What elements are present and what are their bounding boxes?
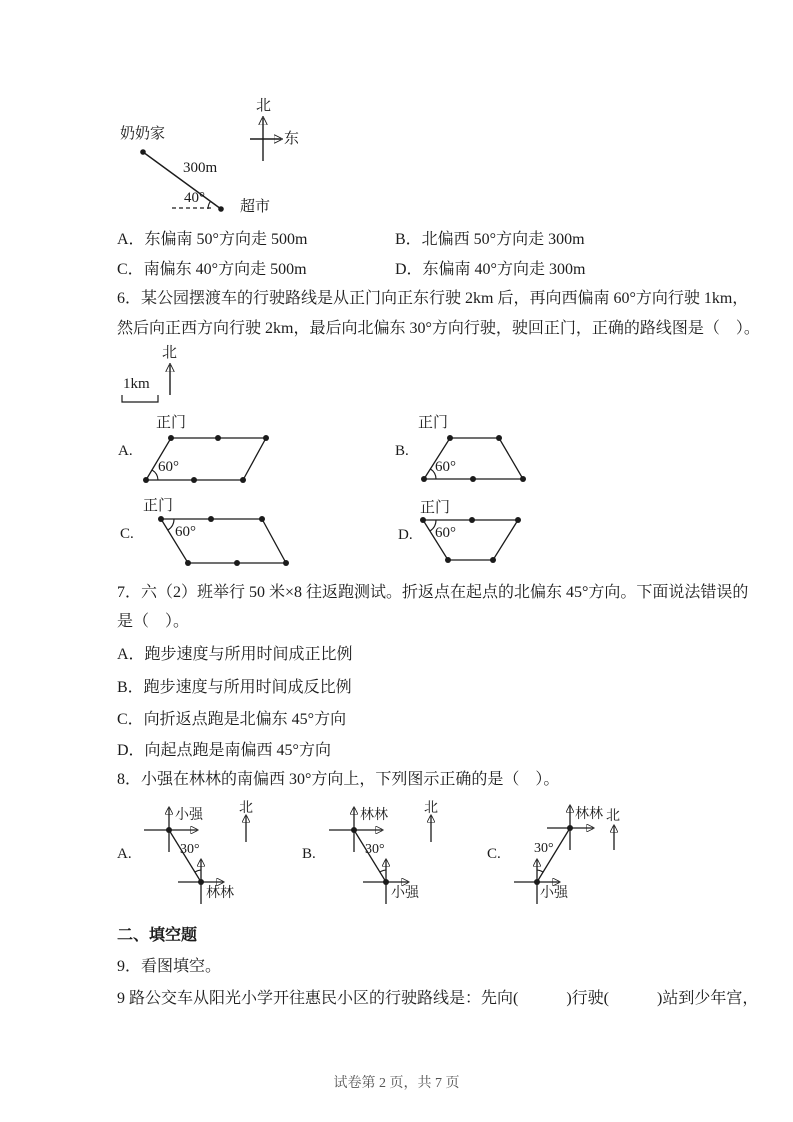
q7-option-a: A．跑步速度与所用时间成正比例 <box>117 646 353 663</box>
q7-text-line2: 是（ ）。 <box>117 613 190 630</box>
gate-label: 正门 <box>143 498 174 514</box>
q8-option-c-figure <box>480 800 655 912</box>
q7-option-d: D．向起点跑是南偏西 45°方向 <box>117 742 331 759</box>
grandma-label: 奶奶家 <box>120 126 166 142</box>
option-letter: A. <box>117 846 132 862</box>
option-letter: A. <box>118 443 133 459</box>
q8-option-b-figure <box>297 800 462 912</box>
option-letter: B. <box>395 443 409 459</box>
q5-option-b: B．北偏西 50°方向走 300m <box>395 231 585 248</box>
q9-intro: 9．看图填空。 <box>117 958 222 975</box>
north-label: 北 <box>606 809 620 824</box>
q6-text-line2: 然后向正西方向行驶 2km，最后向北偏东 30°方向行驶，驶回正门，正确的路线图是（ ）。 <box>117 320 760 337</box>
angle-label: 60° <box>435 459 456 475</box>
person-top-label: 林林 <box>360 808 388 823</box>
q7-option-b: B．跑步速度与所用时间成反比例 <box>117 679 352 696</box>
q6-text-line1: 6．某公园摆渡车的行驶路线是从正门向正东行驶 2km 后，再向西偏南 60°方向行驶 1km， <box>117 290 749 307</box>
north-label: 北 <box>424 801 438 816</box>
section-2-title: 二、填空题 <box>117 927 198 944</box>
q6-scale-figure <box>115 345 195 407</box>
angle-label: 60° <box>158 459 179 475</box>
angle-label: 30° <box>365 842 385 857</box>
gate-label: 正门 <box>156 415 187 431</box>
compass-icon <box>250 118 281 161</box>
person-bottom-label: 小强 <box>540 886 568 901</box>
option-letter: B. <box>302 846 316 862</box>
gate-label: 正门 <box>420 500 451 516</box>
angle-arc <box>380 870 386 872</box>
north-label: 北 <box>239 801 253 816</box>
q8-option-a-figure <box>112 800 277 912</box>
q6-option-a-drawing <box>112 415 277 493</box>
gate-label: 正门 <box>418 415 449 431</box>
q6-option-b-figure <box>390 415 540 493</box>
distance-label: 300m <box>183 160 218 176</box>
north-label: 北 <box>162 345 178 361</box>
page-footer: 试卷第 2 页，共 7 页 <box>333 1076 460 1091</box>
q5-map-drawing <box>110 86 315 226</box>
q5-map-figure <box>110 86 315 226</box>
q7-option-c: C．向折返点跑是北偏东 45°方向 <box>117 711 347 728</box>
east-label: 东 <box>284 131 300 147</box>
q9-text-line1: 9 路公交车从阳光小学开往惠民小区的行驶路线是：先向( )行驶( )站到少年宫， <box>117 990 759 1007</box>
option-letter: C. <box>487 846 501 862</box>
q6-option-b-drawing <box>390 415 540 493</box>
q7-text-line1: 7．六（2）班举行 50 米×8 往返跑测试。折返点在起点的北偏东 45°方向。下面说法错误的 <box>117 584 749 601</box>
q5-option-c: C．南偏东 40°方向走 500m <box>117 261 307 278</box>
option-letter: D. <box>398 527 413 543</box>
scale-bar <box>122 395 158 402</box>
angle-label: 30° <box>534 841 554 856</box>
grandma-dot <box>140 149 146 155</box>
scale-length-label: 1km <box>123 376 150 392</box>
north-label: 北 <box>256 98 272 114</box>
q5-option-a: A．东偏南 50°方向走 500m <box>117 231 308 248</box>
person-top-label: 小强 <box>175 808 203 823</box>
q6-option-a-figure <box>112 415 277 493</box>
angle-label: 60° <box>435 525 456 541</box>
angle-label: 30° <box>180 842 200 857</box>
angle-arc <box>195 870 201 872</box>
angle-label: 40° <box>184 190 205 206</box>
angle-label: 60° <box>175 524 196 540</box>
q6-option-c-figure <box>112 498 297 576</box>
q6-option-d-figure <box>390 498 540 576</box>
angle-arc <box>537 870 543 872</box>
market-dot <box>218 206 224 212</box>
person-bottom-label: 小强 <box>391 886 419 901</box>
option-letter: C. <box>120 526 134 542</box>
person-bottom-label: 林林 <box>206 886 234 901</box>
q6-option-c-drawing <box>112 498 297 576</box>
q5-option-d: D．东偏南 40°方向走 300m <box>395 261 586 278</box>
market-label: 超市 <box>240 199 271 215</box>
q8-text: 8．小强在林林的南偏西 30°方向上，下列图示正确的是（ ）。 <box>117 771 560 788</box>
person-top-label: 林林 <box>575 807 603 822</box>
